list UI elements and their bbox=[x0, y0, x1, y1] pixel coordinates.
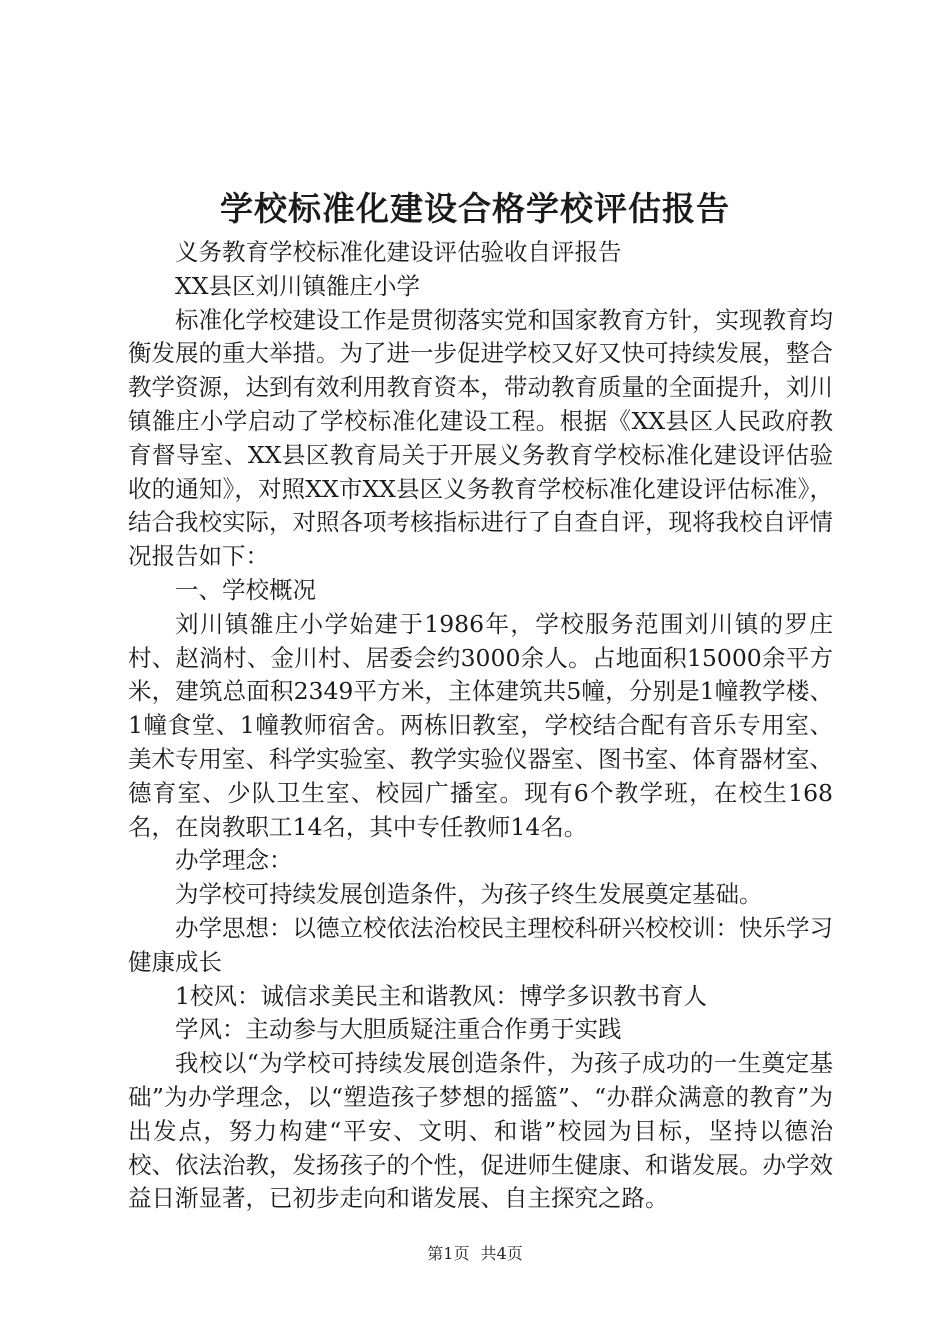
ideology-text: 办学思想：以德立校依法治校民主理校科研兴校校训：快乐学习健康成长 bbox=[128, 913, 833, 976]
page-total: 共4页 bbox=[480, 1244, 523, 1263]
school-style-text: 1校风：诚信求美民主和谐教风：博学多识教书育人 bbox=[175, 981, 707, 1010]
document-title: 学校标准化建设合格学校评估报告 bbox=[220, 189, 730, 228]
philosophy-text: 为学校可持续发展创造条件，为孩子终生发展奠定基础。 bbox=[175, 880, 763, 909]
section-heading-overview: 一、学校概况 bbox=[175, 575, 316, 604]
report-subtitle: 义务教育学校标准化建设评估验收自评报告 bbox=[175, 238, 622, 266]
intro-paragraph: 标准化学校建设工作是贯彻落实党和国家教育方针，实现教育均衡发展的重大举措。为了进一步促进学校又好又快可持续发展，整合教学资源，达到有效利用教育资本，带动教育质量的全面提升，刘川镇雒庄小学启动了学校标准化建设工程。根据《XX县区人民政府教育督导室、XX县区教育局关于开展义务教育学校标准化建设评估验收的通知》，对照XX市XX县区义务教育学校标准化建设评估标准》，结合我校实际，对照各项考核指标进行了自查自评，现将我校自评情况报告如下： bbox=[128, 305, 833, 571]
overview-paragraph: 刘川镇雒庄小学始建于1986年，学校服务范围刘川镇的罗庄村、赵淌村、金川村、居委会约3000余人。占地面积15000余平方米，建筑总面积2349平方米，主体建筑共5幢，分别是1幢教学楼、1幢食堂、1幢教师宿舍。两栋旧教室，学校结合配有音乐专用室、美术专用室、科学实验室、教学实验仪器室、图书室、体育器材室、德育室、少队卫生室、校园广播室。现有6个教学班，在校生168名，在岗教职工14名，其中专任教师14名。 bbox=[128, 609, 833, 841]
school-name: XX县区刘川镇雒庄小学 bbox=[175, 271, 420, 300]
philosophy-heading: 办学理念： bbox=[175, 846, 293, 875]
page-number: 第1页 bbox=[427, 1244, 470, 1263]
document-body bbox=[128, 236, 833, 1216]
closing-paragraph: 我校以“为学校可持续发展创造条件，为孩子成功的一生奠定基础”为办学理念，以“塑造孩子梦想的摇篮”、“办群众满意的教育”为出发点，努力构建“平安、文明、和谐”校园为目标，坚持以德治校、依法治教，发扬孩子的个性，促进师生健康、和谐发展。办学效益日渐显著，已初步走向和谐发展、自主探究之路。 bbox=[128, 1049, 833, 1213]
page-footer bbox=[0, 1242, 950, 1266]
study-style-text: 学风：主动参与大胆质疑注重合作勇于实践 bbox=[175, 1015, 622, 1044]
